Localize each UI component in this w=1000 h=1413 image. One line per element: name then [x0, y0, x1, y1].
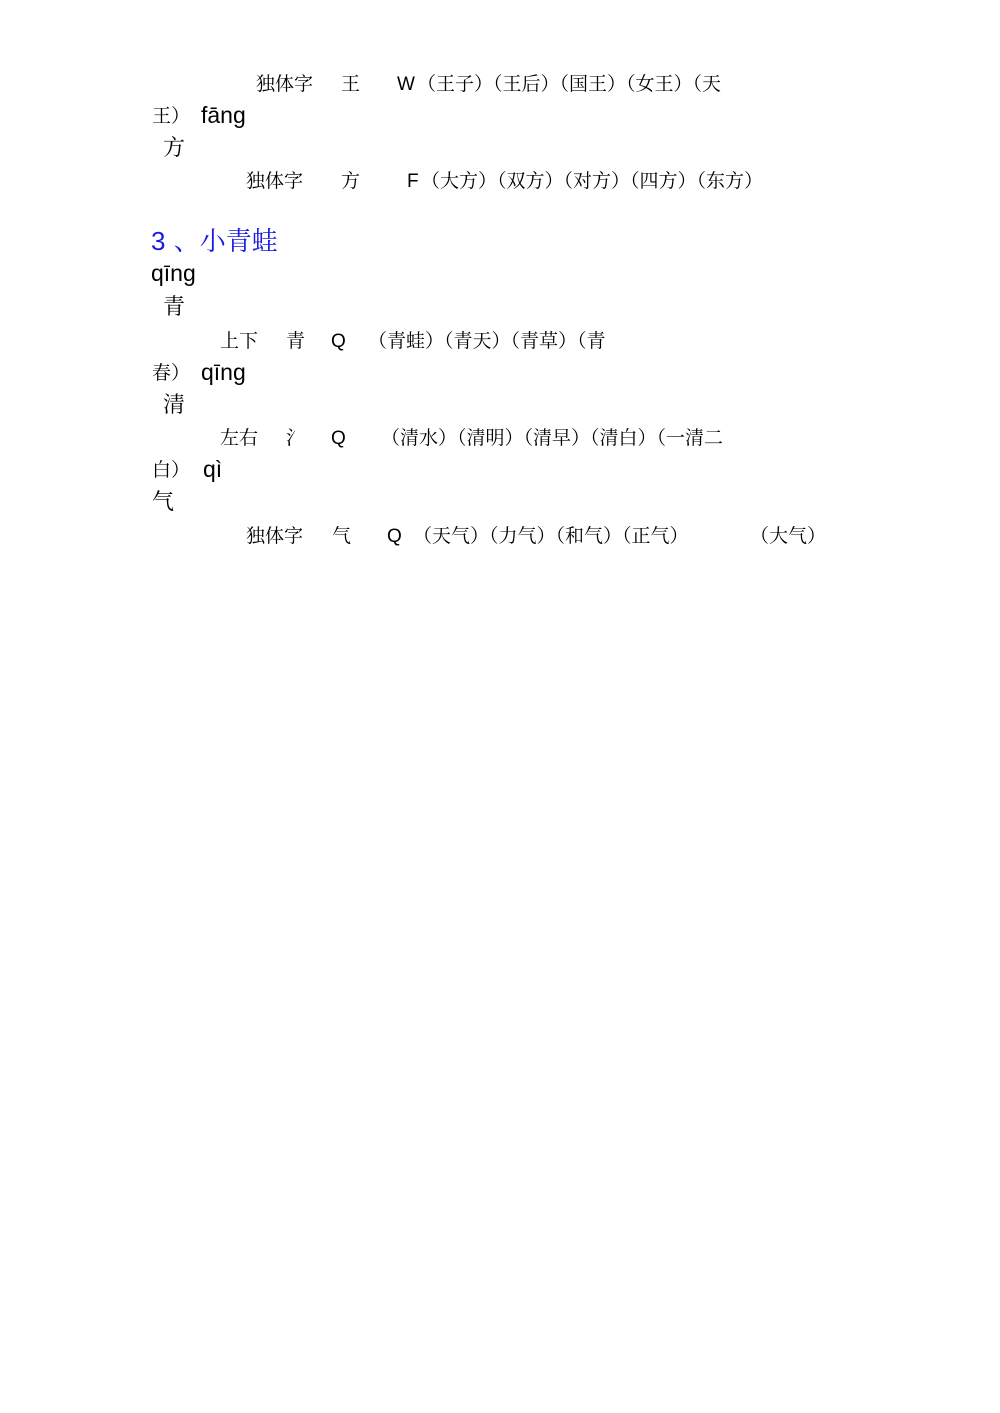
word-list: （清水）（清明）（清早）（清白）（一清二 [381, 427, 724, 449]
structure-label: 独体字 [256, 73, 314, 95]
word-list-continued: 白） [152, 459, 191, 481]
initial-letter: Q [331, 331, 346, 352]
structure-label: 独体字 [246, 170, 304, 192]
word-list-extra: （大气） [750, 525, 827, 547]
structure-label: 独体字 [246, 525, 304, 547]
section-title: 小青蛙 [199, 227, 278, 257]
pinyin: qīng [201, 359, 246, 385]
section-number: 3 [151, 226, 166, 256]
structure-label: 上下 [220, 330, 259, 352]
initial-letter: W [397, 74, 415, 95]
word-list-continued: 王） [152, 105, 191, 127]
word-list: （王子）（王后）（国王）（女王）（天 [417, 73, 722, 95]
word-list: （青蛙）（青天）（青草）（青 [368, 330, 606, 352]
pinyin: fāng [201, 102, 246, 128]
pinyin: qì [203, 456, 223, 482]
word-list: （天气）（力气）（和气）（正气） [413, 525, 689, 547]
radical-char: 氵 [286, 427, 306, 449]
character: 气 [152, 490, 175, 515]
initial-letter: F [407, 171, 419, 192]
initial-letter: Q [331, 428, 346, 449]
character: 清 [163, 393, 186, 418]
word-list-continued: 春） [152, 362, 191, 384]
character: 方 [163, 136, 186, 161]
structure-label: 左右 [220, 427, 259, 449]
radical-char: 方 [341, 170, 361, 192]
radical-char: 青 [286, 330, 306, 352]
character: 青 [163, 295, 186, 320]
initial-letter: Q [387, 526, 402, 547]
section-heading [151, 228, 278, 255]
word-list: （大方）（双方）（对方）（四方）（东方） [421, 170, 764, 192]
radical-char: 气 [332, 525, 352, 547]
pinyin: qīng [151, 260, 196, 286]
section-separator: 、 [173, 227, 200, 257]
radical-char: 王 [341, 73, 361, 95]
